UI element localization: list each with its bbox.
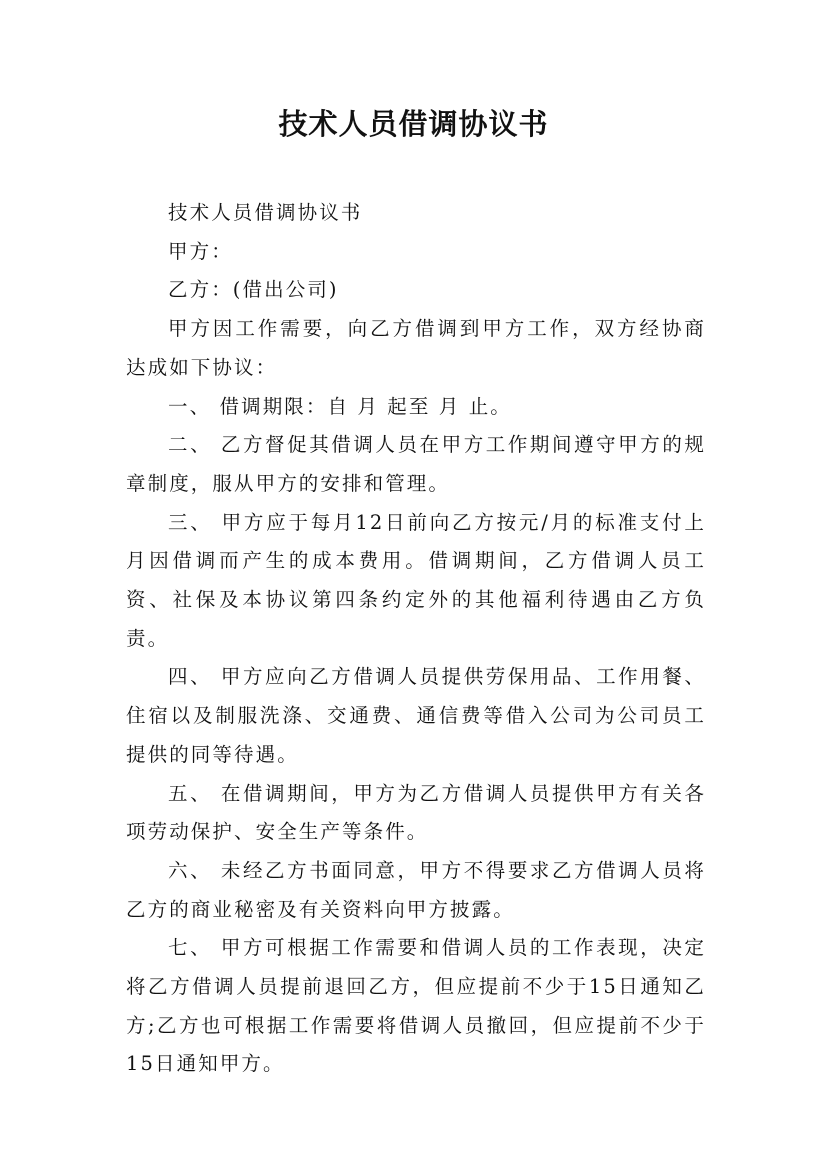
document-body [126, 194, 706, 1084]
paragraph-preamble: 甲方因工作需要，向乙方借调到甲方工作，双方经协商达成如下协议： [126, 317, 706, 379]
clause-2: 二、 乙方督促其借调人员在甲方工作期间遵守甲方的规章制度，服从甲方的安排和管理。 [126, 433, 706, 495]
clause-1: 一、 借调期限：自 月 起至 月 止。 [168, 394, 512, 418]
document-title: 技术人员借调协议书 [278, 107, 549, 141]
paragraph-party-a: 甲方： [168, 239, 233, 263]
clause-3: 三、 甲方应于每月12日前向乙方按元/月的标准支付上月因借调而产生的成本费用。借调期间，乙方借调人员工资、社保及本协议第四条约定外的其他福利待遇由乙方负责。 [126, 510, 706, 650]
paragraph-heading: 技术人员借调协议书 [168, 201, 363, 224]
clause-4: 四、 甲方应向乙方借调人员提供劳保用品、工作用餐、住宿以及制服洗涤、交通费、通信费等借入公司为公司员工提供的同等待遇。 [126, 665, 706, 766]
clause-5: 五、 在借调期间，甲方为乙方借调人员提供甲方有关各项劳动保护、安全生产等条件。 [126, 781, 706, 844]
paragraph-party-b: 乙方：(借出公司) [168, 278, 339, 302]
clause-6: 六、 未经乙方书面同意，甲方不得要求乙方借调人员将乙方的商业秘密及有关资料向甲方披露。 [126, 858, 706, 921]
clause-7: 七、 甲方可根据工作需要和借调人员的工作表现，决定将乙方借调人员提前退回乙方，但应提前不少于15日通知乙方;乙方也可根据工作需要将借调人员撤回，但应提前不少于15日通知甲方。 [126, 936, 706, 1076]
